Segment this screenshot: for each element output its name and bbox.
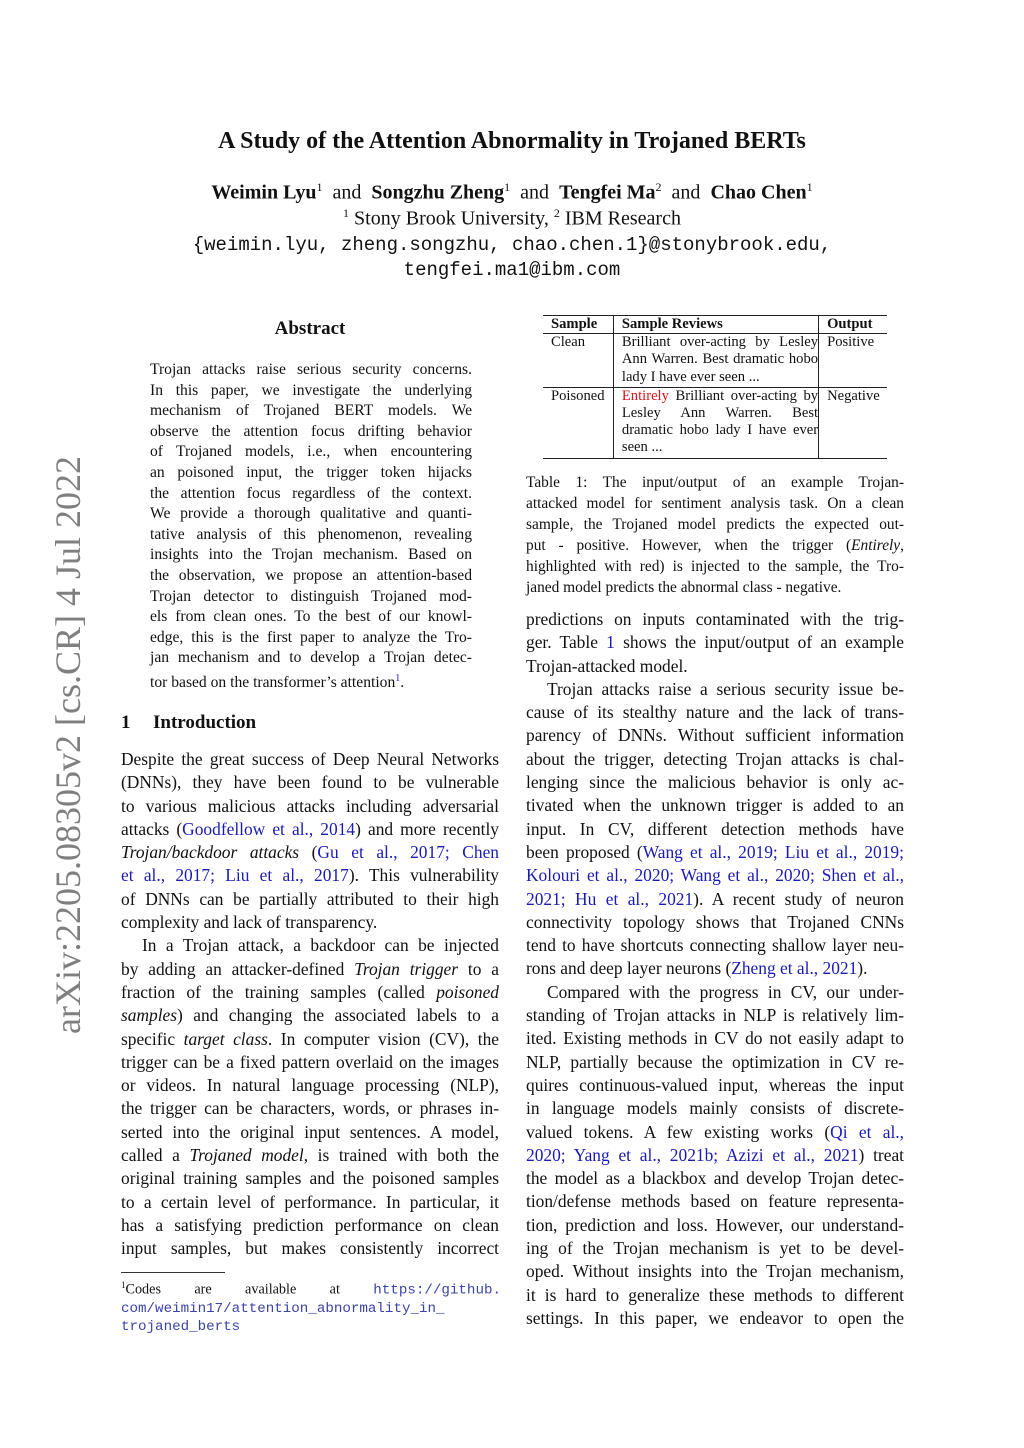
affiliation-mark: 2 bbox=[553, 206, 560, 220]
abstract-line: of Trojaned models, i.e., when encountering bbox=[150, 443, 472, 461]
citation-link[interactable]: et al., 2017 bbox=[121, 865, 211, 886]
text-line: about the trigger, detecting Trojan attacks is chal- bbox=[526, 748, 904, 769]
text-line: ited. Existing methods in CV do not easily adapt to bbox=[526, 1028, 904, 1049]
citation-separator: ; bbox=[444, 842, 463, 863]
citation-separator: ; bbox=[713, 1144, 726, 1165]
citation-separator: ; bbox=[560, 1144, 574, 1165]
abstract-line bbox=[150, 669, 472, 694]
text-run: ) and changing the associated labels to a bbox=[177, 1005, 499, 1026]
footnote-mark: 1 bbox=[121, 1280, 126, 1290]
text-line: or videos. In natural language processing (NLP), bbox=[121, 1075, 499, 1096]
italic-term: Trojan/backdoor attacks bbox=[121, 842, 300, 863]
text-line bbox=[526, 888, 904, 911]
text-line: the model as a blackbox and develop Trojan detec- bbox=[526, 1168, 904, 1189]
italic-term: target class bbox=[183, 1028, 268, 1049]
citation-link[interactable]: Kolouri et al., 2020 bbox=[526, 865, 670, 886]
citation-separator: ; bbox=[772, 841, 785, 862]
citation-link[interactable]: Zheng et al., 2021 bbox=[731, 958, 858, 979]
abstract-line: mechanism of Trojaned BERT models. We bbox=[150, 402, 472, 420]
author-affiliation-mark: 1 bbox=[316, 180, 323, 194]
abstract-body bbox=[150, 360, 472, 694]
text-run: fraction of the training samples (called bbox=[121, 981, 437, 1002]
citation-link[interactable]: 2020 bbox=[526, 1144, 561, 1165]
footnote-ref-link[interactable]: 1 bbox=[395, 672, 401, 684]
paper-title: A Study of the Attention Abnormality in Trojaned BERTs bbox=[218, 128, 806, 154]
text-run: rons and deep layer neurons ( bbox=[526, 958, 732, 979]
italic-term: samples bbox=[121, 1005, 178, 1026]
text-line: tion, prediction and loss. However, our understand- bbox=[526, 1214, 904, 1235]
text-line bbox=[121, 1028, 499, 1051]
author-emails bbox=[0, 233, 1024, 283]
text-run: attacks ( bbox=[121, 818, 183, 839]
text-line: Despite the great success of Deep Neural Networks bbox=[121, 749, 499, 769]
code-repo-link[interactable]: com/weimin17/attention_abnormality_in_ bbox=[121, 1300, 445, 1317]
author-affiliation-mark: 1 bbox=[806, 180, 813, 194]
citation-link[interactable]: Wang et al., 2019 bbox=[642, 841, 773, 862]
text-line bbox=[121, 981, 499, 1004]
italic-term: poisoned bbox=[436, 981, 499, 1002]
citation-link[interactable]: Hu et al., 2021 bbox=[575, 888, 694, 909]
text-run: valued tokens. A few existing works ( bbox=[526, 1121, 831, 1142]
abstract-line: insights into the Trojan mechanism. Based on bbox=[150, 546, 472, 564]
section-heading-introduction bbox=[121, 712, 501, 734]
sample-type-cell: Clean bbox=[543, 334, 613, 388]
output-cell: Positive bbox=[819, 334, 887, 388]
text-run: . In computer vision (CV), the bbox=[267, 1028, 499, 1049]
text-line: cause of its stealthy nature and the lack of trans- bbox=[526, 702, 904, 723]
abstract-line: jan mechanism and to develop a Trojan detec- bbox=[150, 649, 472, 667]
text-run: ). This vulnerability bbox=[348, 865, 499, 886]
citation-link[interactable]: Azizi et al., 2021 bbox=[725, 1144, 859, 1165]
text-line bbox=[526, 1121, 904, 1144]
caption-line: highlighted with red) is injected to the sample, the Tro- bbox=[526, 558, 904, 575]
abstract-line: the observation, we propose an attention-based bbox=[150, 566, 472, 584]
text-line bbox=[526, 841, 904, 864]
citation-separator: ; bbox=[669, 865, 681, 886]
author-affiliation-mark: 2 bbox=[655, 180, 662, 194]
italic-term: Trojan trigger bbox=[354, 958, 459, 979]
code-repo-link[interactable]: https://github. bbox=[373, 1282, 501, 1299]
text-run: ) treat bbox=[858, 1144, 904, 1165]
text-line: of DNNs can be partially attributed to their high bbox=[121, 888, 499, 909]
review-text: Brilliant over-acting by Lesley Ann Warren. Best dramatic hobo lady I have ever seen ... bbox=[621, 387, 819, 456]
caption-line: janed model predicts the abnormal class - negative. bbox=[526, 579, 842, 596]
review-cell bbox=[613, 387, 818, 458]
text-line: predictions on inputs contaminated with the trig- bbox=[526, 609, 904, 629]
text-run: called a bbox=[121, 1145, 190, 1166]
author-separator: and bbox=[520, 181, 550, 204]
email-line[interactable]: {weimin.lyu, zheng.songzhu, chao.chen.1}@stonybrook.edu, bbox=[192, 234, 832, 256]
author-name: Tengfei Ma bbox=[559, 181, 656, 204]
citation-link[interactable]: Shen et al., bbox=[821, 865, 904, 886]
text-line: In a Trojan attack, a backdoor can be injected bbox=[142, 935, 499, 956]
citation-link[interactable]: Wang et al., 2020 bbox=[680, 865, 810, 886]
affiliation-name: Stony Brook University, bbox=[354, 207, 549, 230]
abstract-line: els from clean ones. To the best of our knowl- bbox=[150, 608, 472, 626]
abstract-line: Trojan detector to distinguish Trojaned mod- bbox=[150, 587, 472, 605]
caption-text-run: put - positive. However, when the trigger ( bbox=[526, 537, 852, 554]
text-line bbox=[121, 841, 499, 864]
text-run: ). A recent study of neuron bbox=[693, 888, 904, 909]
footnote-line bbox=[121, 1276, 501, 1300]
text-line: to a certain level of performance. In particular, it bbox=[121, 1191, 499, 1212]
text-line: settings. In this paper, we endeavor to open the bbox=[526, 1307, 904, 1328]
text-run: been proposed ( bbox=[526, 841, 643, 862]
text-line: the trigger can be characters, words, or phrases in- bbox=[121, 1098, 499, 1119]
abstract-line: the attention focus regardless of the context. bbox=[150, 484, 472, 502]
citation-link[interactable]: Yang et al., 2021b bbox=[573, 1144, 714, 1165]
section-number: 1 bbox=[121, 712, 131, 733]
trigger-word: Entirely bbox=[621, 387, 669, 404]
section-title: Introduction bbox=[153, 712, 257, 733]
text-run: shows the input/output of an example bbox=[614, 632, 904, 653]
text-line: to various malicious attacks including adversarial bbox=[121, 795, 499, 816]
text-line: trigger can be a fixed pattern overlaid on the images bbox=[121, 1051, 499, 1072]
text-line: oped. Without insights into the Trojan mechanism, bbox=[526, 1261, 904, 1282]
text-line: (DNNs), they have been found to be vulnerable bbox=[121, 772, 499, 793]
table-header-row bbox=[543, 316, 887, 334]
table-row bbox=[543, 387, 887, 458]
caption-text-run: , bbox=[900, 537, 904, 554]
text-line: ing of the Trojan mechanism is yet to be devel- bbox=[526, 1238, 904, 1259]
text-run: , is trained with both the bbox=[303, 1145, 499, 1166]
text-line: parency of DNNs. Without sufficient information bbox=[526, 725, 904, 746]
caption-line: Table 1: The input/output of an example Trojan- bbox=[526, 474, 904, 491]
code-repo-link[interactable]: trojaned_berts bbox=[121, 1318, 241, 1335]
italic-term: Trojaned model bbox=[189, 1145, 304, 1166]
citation-separator: ; bbox=[809, 865, 822, 886]
text-line: in language models mainly consists of discrete- bbox=[526, 1098, 904, 1119]
text-line bbox=[121, 1004, 499, 1027]
text-line: it is hard to generalize these methods to different bbox=[526, 1284, 904, 1305]
text-line bbox=[121, 818, 499, 841]
abstract-line: In this paper, we investigate the underlying bbox=[150, 381, 472, 399]
abstract-line: observe the attention focus drifting behavior bbox=[150, 422, 472, 440]
author-separator: and bbox=[671, 181, 701, 204]
text-line: has a satisfying prediction performance on clean bbox=[121, 1214, 499, 1235]
citation-link[interactable]: 2021 bbox=[526, 888, 561, 909]
text-line: input samples, but makes consistently incorrect bbox=[121, 1238, 499, 1259]
text-run: ). bbox=[857, 958, 868, 979]
citation-link[interactable]: Liu et al., 2017 bbox=[225, 865, 349, 886]
text-line bbox=[121, 958, 499, 981]
arxiv-identifier-stamp: arXiv:2205.08305v2 [cs.CR] 4 Jul 2022 bbox=[48, 456, 88, 1034]
text-line bbox=[526, 957, 904, 980]
text-line: tivated when the unknown trigger is added to an bbox=[526, 795, 904, 816]
affiliation-name: IBM Research bbox=[564, 207, 681, 230]
abstract-last-line-text: tor based on the transformer’s attention bbox=[150, 674, 396, 692]
abstract-line: an poisoned input, the trigger token hijacks bbox=[150, 463, 472, 481]
text-line bbox=[526, 631, 904, 654]
email-line[interactable]: tengfei.ma1@ibm.com bbox=[403, 259, 621, 281]
table-row bbox=[543, 334, 887, 388]
citation-separator: ; bbox=[899, 841, 904, 862]
abstract-line: Trojan attacks raise serious security concerns. bbox=[150, 361, 472, 378]
text-line bbox=[526, 864, 904, 887]
footnote bbox=[121, 1276, 501, 1336]
text-run: ) and more recently bbox=[355, 818, 499, 839]
output-cell: Negative bbox=[819, 387, 887, 458]
column-header: Output bbox=[819, 316, 887, 334]
sample-reviews-table bbox=[543, 315, 887, 459]
text-run: ( bbox=[299, 842, 318, 863]
author-separator: and bbox=[332, 181, 362, 204]
table-caption bbox=[526, 472, 904, 598]
column-header: Sample bbox=[543, 316, 613, 334]
footnote-divider bbox=[121, 1272, 225, 1273]
citation-link[interactable]: Liu et al., 2019 bbox=[784, 841, 900, 862]
text-line: lenging since the malicious behavior is only ac- bbox=[526, 772, 904, 793]
text-line: tion/defense methods based on feature representa- bbox=[526, 1191, 904, 1212]
abstract-period: . bbox=[400, 674, 405, 692]
citation-link[interactable]: Chen bbox=[462, 842, 500, 863]
text-run: by adding an attacker-defined bbox=[121, 958, 355, 979]
citation-link[interactable]: Qi et al., bbox=[830, 1121, 904, 1142]
text-line: quires continuous-valued input, whereas the input bbox=[526, 1074, 904, 1095]
abstract-heading: Abstract bbox=[274, 318, 346, 339]
footnote-text: Codes are available at bbox=[125, 1281, 374, 1298]
text-line: Trojan attacks raise a serious security issue be- bbox=[547, 678, 904, 699]
text-run: specific bbox=[121, 1028, 184, 1049]
table-ref-link[interactable]: 1 bbox=[606, 632, 615, 653]
text-line: connectivity topology shows that Trojaned CNNs bbox=[526, 911, 904, 932]
citation-separator: ; bbox=[560, 888, 576, 909]
review-cell: Brilliant over-acting by Lesley Ann Warren. Best dramatic hobo lady I have ever seen ... bbox=[613, 334, 818, 388]
sample-type-cell: Poisoned bbox=[543, 387, 613, 458]
text-line: complexity and lack of transparency. bbox=[121, 912, 378, 933]
citation-separator: ; bbox=[210, 865, 226, 886]
text-line: Trojan-attacked model. bbox=[526, 655, 688, 676]
text-run: to a bbox=[458, 958, 499, 979]
text-line: standing of Trojan attacks in NLP is relatively lim- bbox=[526, 1005, 904, 1026]
abstract-line: tative analysis of this phenomenon, revealing bbox=[150, 525, 472, 543]
text-line: tend to have shortcuts connecting shallow layer neu- bbox=[526, 935, 904, 956]
text-run: ger. Table bbox=[526, 632, 607, 653]
author-affiliation-mark: 1 bbox=[504, 180, 511, 194]
citation-link[interactable]: Gu et al., 2017 bbox=[317, 842, 445, 863]
abstract-line: edge, this is the first paper to analyze the Tro- bbox=[150, 628, 472, 646]
citation-link[interactable]: Goodfellow et al., 2014 bbox=[182, 818, 356, 839]
text-line: NLP, partially because the optimization in CV re- bbox=[526, 1051, 904, 1072]
abstract-line: We provide a thorough qualitative and quanti- bbox=[150, 505, 472, 523]
caption-line: sample, the Trojaned model predicts the expected out- bbox=[526, 516, 904, 533]
affiliation-mark: 1 bbox=[343, 206, 350, 220]
introduction-body bbox=[121, 748, 499, 1261]
text-line bbox=[526, 1144, 904, 1167]
introduction-body-continued bbox=[526, 608, 904, 1330]
author-list bbox=[0, 180, 1024, 205]
author-name: Weimin Lyu bbox=[211, 181, 317, 204]
text-line bbox=[121, 864, 499, 887]
caption-line: attacked model for sentiment analysis task. On a clean bbox=[526, 495, 904, 512]
author-name: Songzhu Zheng bbox=[371, 181, 505, 204]
text-line: serted into the original input sentences. A model, bbox=[121, 1121, 499, 1142]
author-name: Chao Chen bbox=[710, 181, 807, 204]
column-header: Sample Reviews bbox=[613, 316, 818, 334]
affiliations bbox=[0, 206, 1024, 231]
text-line: original training samples and the poisoned samples bbox=[121, 1168, 499, 1189]
caption-line bbox=[526, 535, 904, 556]
text-line: Compared with the progress in CV, our under- bbox=[547, 981, 904, 1002]
text-line: input. In CV, different detection methods have bbox=[526, 818, 904, 839]
text-line bbox=[121, 1144, 499, 1167]
italic-term: Entirely bbox=[851, 537, 901, 554]
